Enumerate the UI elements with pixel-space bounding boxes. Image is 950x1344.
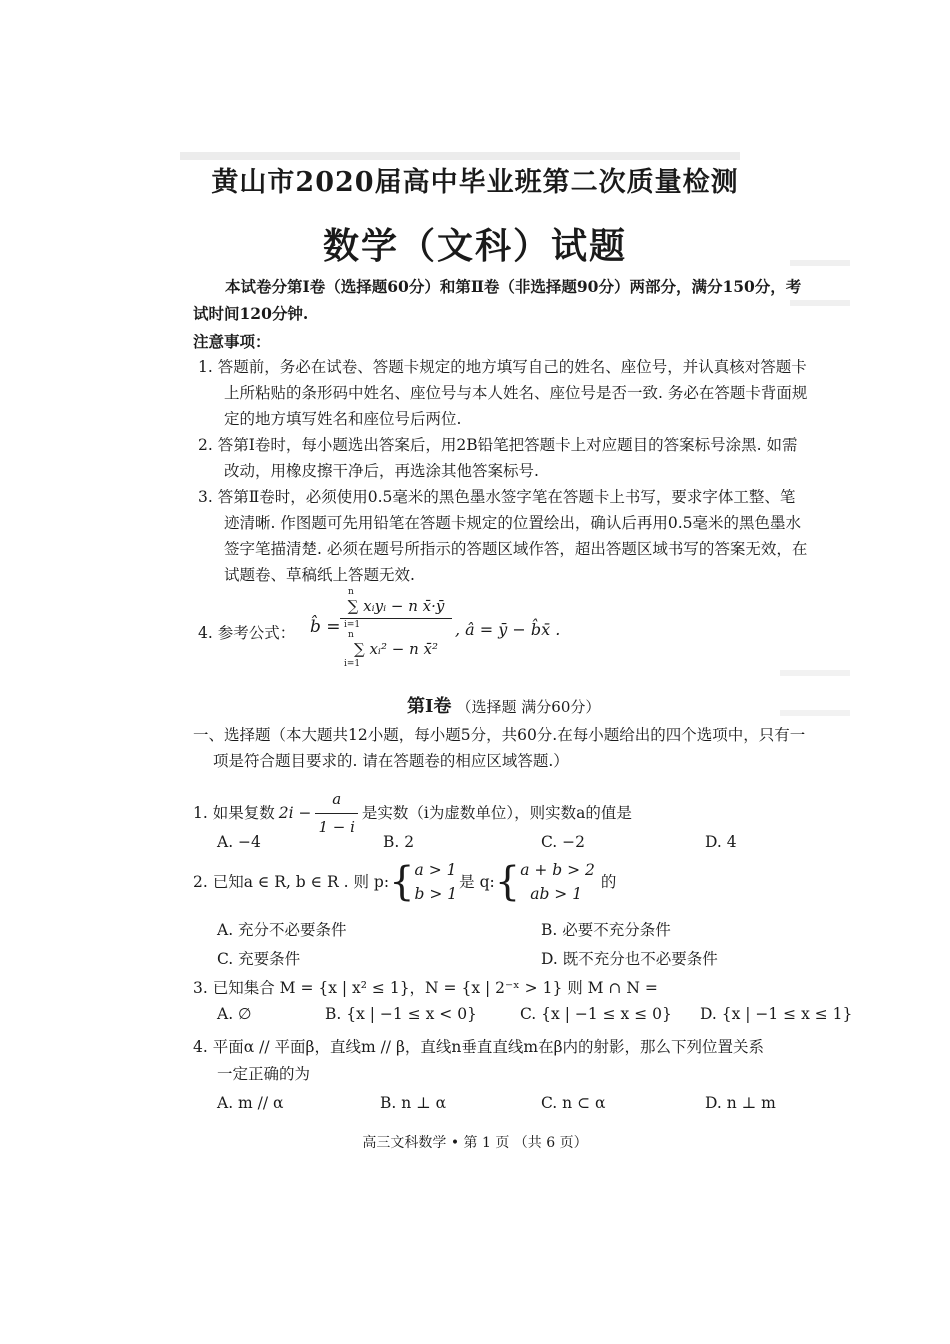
- note-2-line-2: 改动，用橡皮擦干净后，再选涂其他答案标号.: [224, 462, 539, 480]
- formula-bhat: b̂ =: [310, 617, 341, 637]
- q3-option-b: B. {x | −1 ≤ x < 0}: [325, 1005, 477, 1023]
- formula-numerator: ∑ xᵢyᵢ − n x̄·ȳ: [340, 597, 452, 619]
- q3-option-a: A. ∅: [217, 1005, 252, 1023]
- q4-option-a: A. m // α: [217, 1094, 284, 1112]
- q2-p-brace: {: [389, 859, 415, 905]
- q1-option-b: B. 2: [383, 833, 415, 851]
- sum-upper-limit-den: n: [348, 630, 354, 640]
- sum-lower-limit-den: i=1: [344, 659, 361, 669]
- q3-option-c: C. {x | −1 ≤ x ≤ 0}: [520, 1005, 672, 1023]
- q4-option-d: D. n ⊥ m: [705, 1094, 776, 1112]
- q2-q-system: [520, 858, 595, 906]
- formula-fraction: [340, 588, 452, 670]
- q2-mid: 是 q:: [459, 872, 495, 891]
- note-3-line-3: 签字笔描清楚. 必须在题号所指示的答题区域作答，超出答题区域书写的答案无效，在: [224, 540, 808, 558]
- notes-heading: 注意事项：: [193, 332, 271, 351]
- q2-p-system: [415, 858, 458, 906]
- note-3-line-4: 试题卷、草稿纸上答题无效.: [224, 566, 415, 584]
- section-1-title: 第Ⅰ卷: [407, 696, 452, 717]
- q4-option-c: C. n ⊂ α: [541, 1094, 606, 1112]
- q1-frac-den: 1 − i: [318, 818, 355, 836]
- note-2-line-1: 2. 答第Ⅰ卷时，每小题选出答案后，用2B铅笔把答题卡上对应题目的答案标号涂黑. 如需: [198, 436, 798, 454]
- question-2: [193, 858, 616, 906]
- exam-subtitle: 数学（文科）试题: [322, 225, 627, 267]
- note-4-label: 4. 参考公式：: [198, 624, 296, 642]
- question-3: 3. 已知集合 M = {x | x² ≤ 1}，N = {x | 2⁻ˣ > 1} 则 M ∩ N =: [193, 979, 658, 997]
- intro-line-1: 本试卷分第Ⅰ卷（选择题60分）和第Ⅱ卷（非选择题90分）两部分，满分150分，考: [225, 277, 802, 296]
- page-footer: 高三文科数学 • 第 1 页 （共 6 页）: [362, 1135, 588, 1151]
- q2-option-c: C. 充要条件: [217, 950, 301, 968]
- q2-q-line-1: a + b > 2: [520, 861, 595, 879]
- q2-option-d: D. 既不充分也不必要条件: [541, 950, 718, 968]
- q2-p-line-2: b > 1: [414, 885, 458, 903]
- sum-lower-limit-num: i=1: [344, 620, 361, 630]
- note-3-line-1: 3. 答第Ⅱ卷时，必须使用0.5毫米的黑色墨水签字笔在答题卡上书写，要求字体工整、笔: [198, 488, 796, 506]
- note-1-line-2: 上所粘贴的条形码中姓名、座位号与本人姓名、座位号是否一致. 务必在答题卡背面规: [224, 384, 808, 402]
- q2-option-a: A. 充分不必要条件: [217, 921, 347, 939]
- note-3-line-2: 迹清晰. 作图题可先用铅笔在答题卡规定的位置绘出，确认后再用0.5毫米的黑色墨水: [224, 514, 802, 532]
- question-4-line-1: 4. 平面α // 平面β，直线m // β，直线n垂直直线m在β内的射影，那么下列位置关系: [193, 1038, 765, 1056]
- q1-fraction: [315, 786, 357, 841]
- q1-option-d: D. 4: [705, 833, 737, 851]
- note-1-line-3: 定的地方填写姓名和座位号后两位.: [224, 410, 462, 428]
- section-1-instructions-2: 项是符合题目要求的. 请在答题卷的相应区域答题.）: [213, 752, 569, 770]
- section-1-heading: [407, 692, 600, 718]
- q1-frac-num: a: [315, 786, 357, 814]
- q2-suffix: 的: [600, 872, 617, 891]
- q2-p-line-1: a > 1: [414, 861, 457, 879]
- q1-option-c: C. −2: [541, 833, 586, 851]
- q1-prefix: 1. 如果复数: [193, 804, 275, 822]
- question-4-line-2: 一定正确的为: [217, 1065, 311, 1083]
- intro-line-2: 试时间120分钟.: [193, 304, 309, 323]
- formula-tail: , â = ȳ − b̂x̄ .: [455, 620, 561, 639]
- q2-q-brace: {: [494, 859, 521, 905]
- q1-expr-left: 2i −: [278, 804, 312, 822]
- formula-denominator: ∑ xᵢ² − n x̄²: [354, 640, 438, 658]
- section-1-note: （选择题 满分60分）: [456, 698, 601, 716]
- sum-upper-limit: n: [348, 587, 354, 597]
- q2-option-b: B. 必要不充分条件: [541, 921, 671, 939]
- q2-prefix: 2. 已知a ∈ R, b ∈ R . 则 p:: [193, 872, 390, 891]
- q2-q-line-2: ab > 1: [530, 885, 583, 903]
- q4-option-b: B. n ⊥ α: [380, 1094, 447, 1112]
- q3-option-d: D. {x | −1 ≤ x ≤ 1}: [700, 1005, 853, 1023]
- q1-option-a: A. −4: [217, 833, 261, 851]
- section-1-instructions-1: 一、选择题（本大题共12小题，每小题5分，共60分.在每小题给出的四个选项中，只有一: [193, 726, 806, 744]
- note-1-line-1: 1. 答题前，务必在试卷、答题卡规定的地方填写自己的姓名、座位号，并认真核对答题卡: [198, 358, 807, 376]
- exam-title: 黄山市2020届高中毕业班第二次质量检测: [211, 167, 739, 198]
- q1-suffix: 是实数（i为虚数单位），则实数a的值是: [361, 804, 632, 822]
